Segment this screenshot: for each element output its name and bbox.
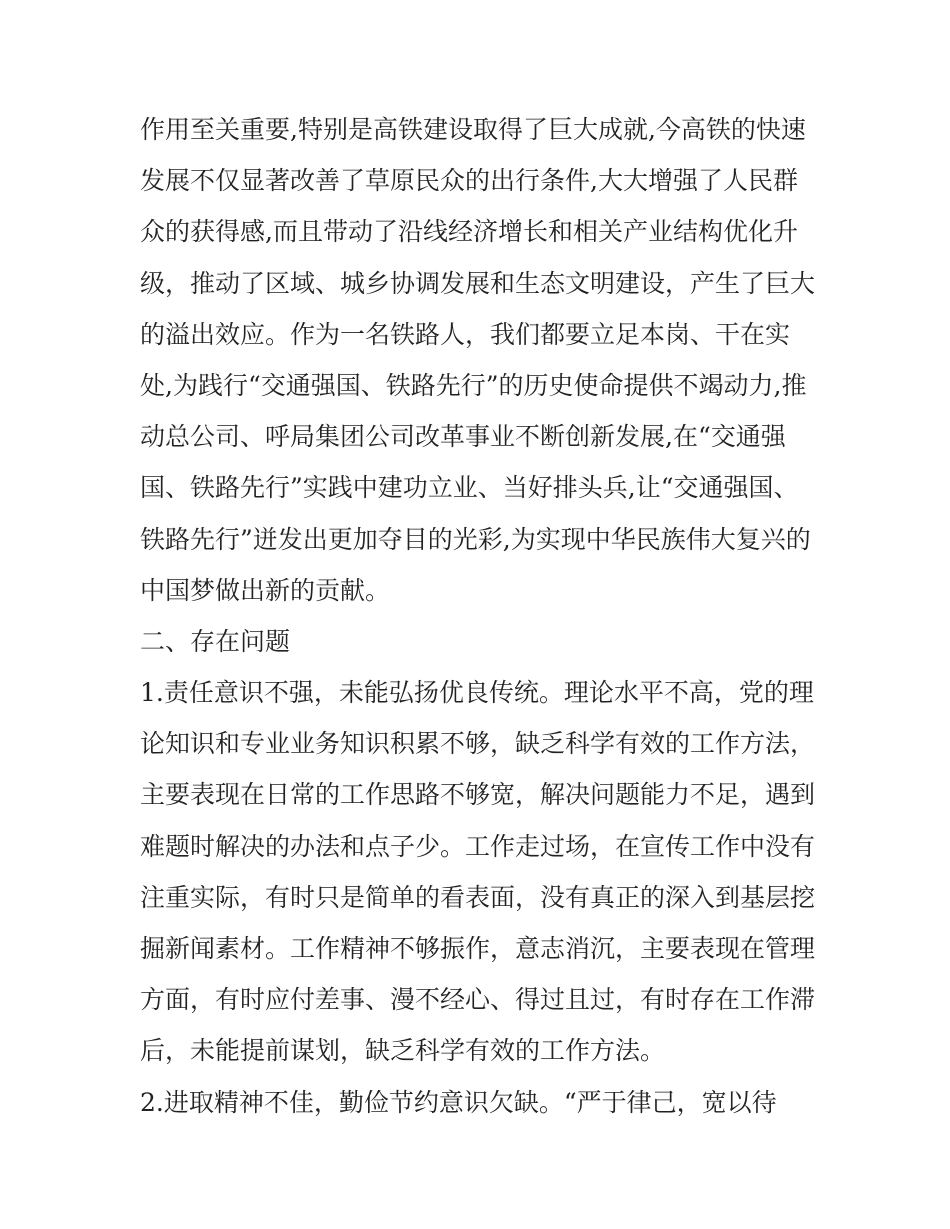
text-line: 中国梦做出新的贡献。 (140, 575, 391, 605)
text-line: 发展不仅显著改善了草原民众的出行条件,大大增强了人民群 (140, 166, 798, 196)
text-line: 的溢出效应。作为一名铁路人，我们都要立足本岗、干在实 (140, 319, 791, 349)
body-text (140, 104, 820, 1128)
text-line: 铁路先行”迸发出更加夺目的光彩,为实现中华民族伟大复兴的 (140, 524, 811, 554)
text-line: 论知识和专业业务知识积累不够，缺乏科学有效的工作方法， (140, 729, 816, 759)
text-line: 主要表现在日常的工作思路不够宽，解决问题能力不足，遇到 (140, 780, 816, 810)
text-line: 后，未能提前谋划，缺乏科学有效的工作方法。 (140, 1036, 666, 1066)
section-heading: 二、存在问题 (140, 626, 291, 656)
text-line: 掘新闻素材。工作精神不够振作，意志消沉，主要表现在管理 (140, 934, 816, 963)
text-line: 难题时解决的办法和点子少。工作走过场，在宣传工作中没有 (140, 831, 816, 861)
text-line: 国、铁路先行”实践中建功立业、当好排头兵,让“交通强国、 (140, 473, 799, 503)
text-line: 作用至关重要,特别是高铁建设取得了巨大成就,今高铁的快速 (140, 115, 806, 144)
text-line: 级，推动了区域、城乡协调发展和生态文明建设，产生了巨大 (140, 268, 816, 298)
text-line: 处,为践行“交通强国、铁路先行”的历史使命提供不竭动力,推 (140, 370, 807, 400)
text-line: 1.责任意识不强，未能弘扬优良传统。理论水平不高，党的理 (140, 678, 814, 708)
text-line: 2.进取精神不佳，勤俭节约意识欠缺。“严于律己，宽以待 (140, 1087, 777, 1117)
text-line: 方面，有时应付差事、漫不经心、得过且过，有时存在工作滞 (140, 985, 816, 1015)
text-line: 注重实际，有时只是简单的看表面，没有真正的深入到基层挖 (140, 882, 816, 912)
text-line: 动总公司、呼局集团公司改革事业不断创新发展,在“交通强 (140, 422, 786, 452)
text-line: 众的获得感,而且带动了沿线经济增长和相关产业结构优化升 (140, 217, 798, 247)
